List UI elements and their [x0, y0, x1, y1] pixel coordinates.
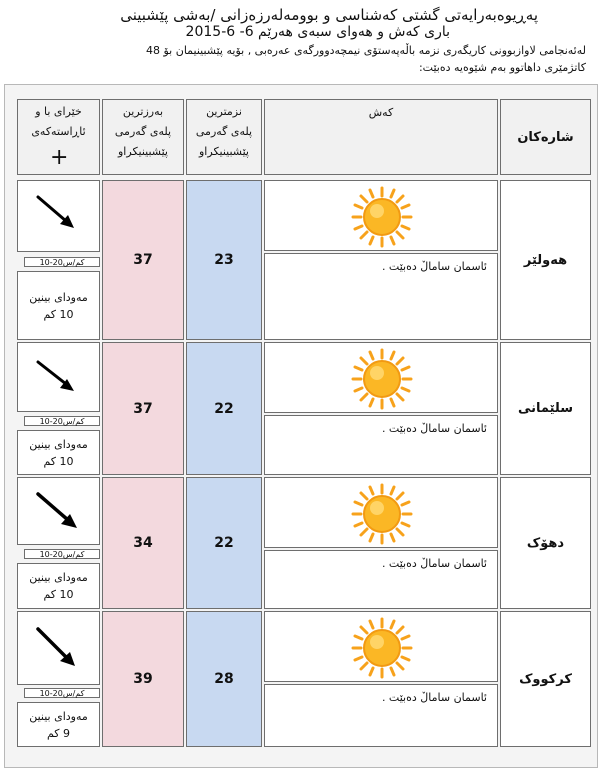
sun-icon — [351, 617, 413, 679]
visibility-cell — [17, 702, 100, 747]
sun-icon — [351, 348, 413, 410]
cities-header: شارەکان — [500, 99, 591, 175]
max-temp-value: 34 — [102, 477, 184, 609]
visibility-value: 10 كم — [43, 454, 74, 468]
visibility-value: 10 كم — [43, 588, 74, 601]
city-cell: کرکووک — [500, 611, 591, 747]
visibility-value: 9 كم — [46, 726, 71, 740]
max-temp-value: 39 — [102, 611, 184, 747]
condition-cell: ئاسمان سامالٚ دەبێت . — [264, 253, 498, 340]
weather-header — [264, 99, 498, 175]
header-synopsis-cont: کاتژمێری داهاتوو بەم شێوەیە دەبێت: — [418, 61, 586, 74]
weather-icon-cell — [264, 611, 498, 682]
weather-header-label: کەش — [368, 106, 394, 119]
visibility-value: 10 كم — [43, 307, 74, 321]
wind-direction-cell — [17, 342, 100, 412]
min-temp-value: 22 — [186, 477, 262, 609]
visibility-cell — [17, 271, 100, 340]
header-forecast-date: باری کەش و هەوای سبەی هەرێم 6- 6-2015 — [185, 24, 450, 40]
min-temp-value: 28 — [186, 611, 262, 747]
sun-icon — [351, 186, 413, 248]
wind-direction-cell — [17, 180, 100, 252]
condition-cell: ئاسمان سامالٚ دەبێت . — [264, 684, 498, 747]
max-temp-header-label: بەرزترین پلەی گەرمی پێشبینیکراو — [114, 105, 172, 158]
sun-icon — [351, 483, 413, 545]
wind-speed-band: 10-20كم/س — [24, 257, 100, 267]
wind-arrow-icon — [34, 356, 78, 396]
report-header — [0, 0, 600, 84]
visibility-label: مەودای بینین — [29, 709, 88, 723]
visibility-label: مەودای بینین — [29, 571, 88, 584]
max-temp-header — [102, 99, 184, 175]
visibility-label: مەودای بینین — [29, 290, 88, 304]
min-temp-value: 22 — [186, 342, 262, 475]
wind-speed-band: 10-20كم/س — [24, 549, 100, 559]
weather-icon-cell — [264, 342, 498, 413]
min-temp-header — [186, 99, 262, 175]
min-temp-value: 23 — [186, 180, 262, 340]
max-temp-value: 37 — [102, 180, 184, 340]
weather-icon-cell — [264, 477, 498, 548]
condition-cell: ئاسمان سامالٚ دەبێت . — [264, 415, 498, 475]
city-cell: دهۆک — [500, 477, 591, 609]
wind-header — [17, 99, 100, 175]
condition-cell: ئاسمان سامالٚ دەبێت . — [264, 550, 498, 609]
wind-speed-band: 10-20كم/س — [24, 688, 100, 698]
header-synopsis: لەئەنجامی لاوازبوونی کاریگەری نزمە باڵەپەستۆی نیمچەدوورگەی عەرەبی , بۆیە پێشبینیمان بۆ 48 — [146, 44, 586, 57]
wind-arrow-icon — [34, 490, 80, 532]
min-temp-header-label: نزمترین پلەی گەرمی پێشبینیکراو — [195, 105, 253, 158]
visibility-label: مەودای بینین — [29, 437, 88, 451]
city-cell: سلێمانی — [500, 342, 591, 475]
plus-icon: + — [50, 145, 69, 170]
wind-direction-cell — [17, 611, 100, 685]
wind-direction-cell — [17, 477, 100, 545]
wind-speed-band: 10-20كم/س — [24, 416, 100, 426]
wind-arrow-icon — [34, 625, 80, 669]
wind-arrow-icon — [34, 193, 78, 233]
weather-icon-cell — [264, 180, 498, 251]
visibility-cell — [17, 563, 100, 609]
wind-header-label: خێرای با و ئاڕاستەکەی — [31, 105, 86, 138]
forecast-table — [4, 84, 598, 768]
max-temp-value: 37 — [102, 342, 184, 475]
visibility-cell — [17, 430, 100, 475]
city-cell: هەولێر — [500, 180, 591, 340]
header-directorate: پەڕیوەبەرایەتی گشتی کەشناسی و بوومەلەرزەزانی /بەشی پێشبینی — [120, 6, 538, 24]
